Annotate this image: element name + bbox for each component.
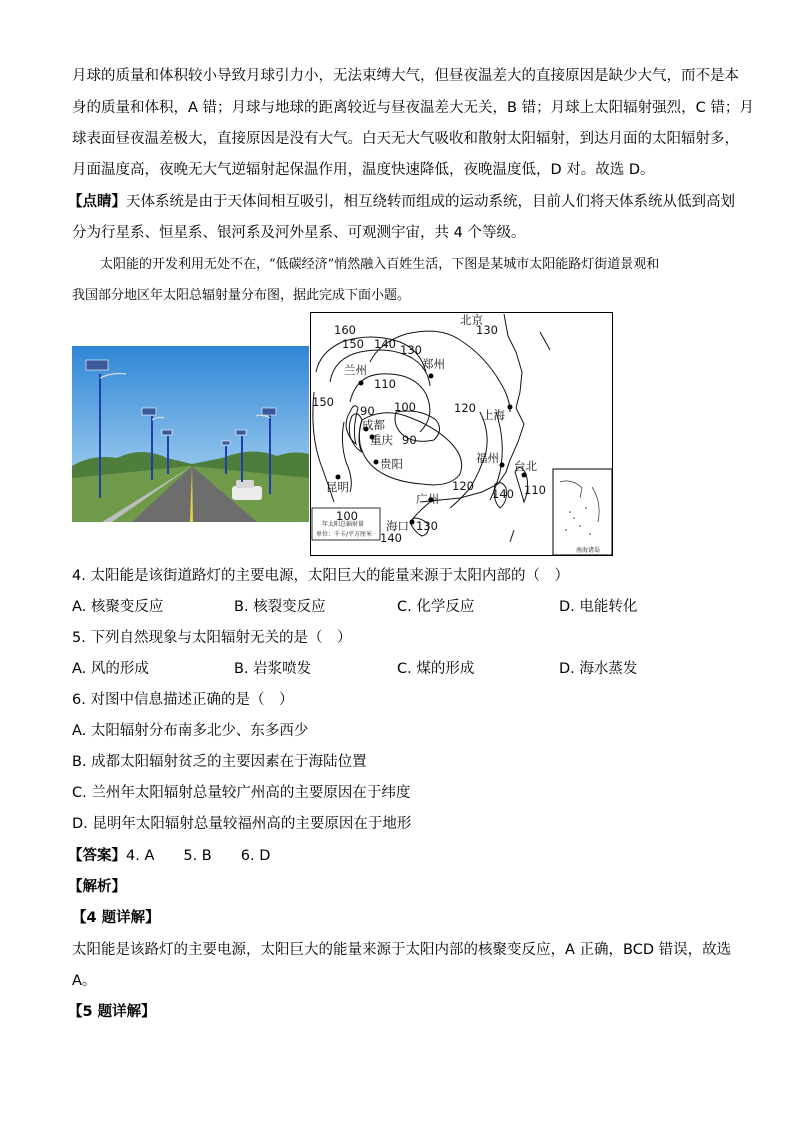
q6-option-b: B. 成都太阳辐射贫乏的主要因素在于海陆位置	[72, 754, 367, 770]
answer-tag: 【答案】	[68, 848, 126, 864]
contour-label: 130	[400, 343, 422, 357]
q4-stem: 4. 太阳能是该街道路灯的主要电源，太阳巨大的能量来源于太阳内部的（ ）	[72, 568, 569, 584]
contour-label: 100	[394, 400, 416, 414]
q6-stem: 6. 对图中信息描述正确的是（ ）	[72, 692, 294, 708]
q6-option-a: A. 太阳辐射分布南多北少、东多西少	[72, 723, 309, 739]
contour-label: 120	[452, 479, 474, 493]
contour-label: 140	[492, 487, 514, 501]
city-lanzhou: 兰州	[344, 363, 367, 377]
contour-label: 110	[374, 377, 396, 391]
dianjing-text1: 天体系统是由于天体间相互吸引，相互绕转而组成的运动系统，目前人们将天体系统从低到高划	[126, 194, 735, 210]
detail4-line1: 太阳能是该路灯的主要电源，太阳巨大的能量来源于太阳内部的核聚变反应，A 正确，BCD 错误，故选	[72, 942, 732, 958]
detail4-line2: A。	[72, 973, 97, 989]
inset-label: 南海诸岛	[576, 547, 601, 554]
contour-label: 130	[476, 323, 498, 337]
q4-option-c: C. 化学反应	[397, 599, 475, 615]
q4-option-d: D. 电能转化	[559, 599, 638, 615]
contour-label: 130	[416, 519, 438, 533]
city-zhengzhou: 郑州	[422, 357, 445, 371]
city-guangzhou: 广州	[416, 492, 439, 506]
dianjing-line1	[68, 192, 735, 212]
q6-option-d: D. 昆明年太阳辐射总量较福州高的主要原因在于地形	[72, 816, 412, 832]
city-beijing: 北京	[460, 313, 483, 327]
dianjing-line2: 分为行星系、恒星系、银河系及河外星系、可观测宇宙，共 4 个等级。	[72, 225, 526, 241]
contour-label: 150	[342, 337, 364, 351]
city-fuzhou: 福州	[476, 451, 499, 465]
q4-option-a: A. 核聚变反应	[72, 599, 164, 615]
nanhai-inset-frame	[553, 469, 612, 555]
city-guiyang: 贵阳	[380, 457, 403, 471]
analysis-tag: 【解析】	[68, 879, 126, 895]
dianjing-tag: 【点睛】	[68, 194, 126, 210]
street-solar-lamp-photo	[72, 346, 309, 522]
city-chongqing: 重庆	[370, 433, 393, 447]
q4-option-b: B. 核裂变反应	[234, 599, 326, 615]
q5-option-d: D. 海水蒸发	[559, 661, 638, 677]
para1-line1: 月球的质量和体积较小导致月球引力小，无法束缚大气，但昼夜温差大的直接原因是缺少大气，而不是本	[72, 68, 739, 84]
contour-label: 150	[312, 395, 334, 409]
intro-line1: 太阳能的开发利用无处不在，“低碳经济”悄然融入百姓生活，下图是某城市太阳能路灯街道景观和	[100, 257, 660, 272]
legend-title: 年太阳总辐射量	[322, 521, 365, 528]
contour-label: 90	[360, 404, 375, 418]
answer-line	[68, 846, 270, 866]
q5-option-c: C. 煤的形成	[397, 661, 475, 677]
contour-label: 90	[402, 433, 417, 447]
city-haikou: 海口	[386, 519, 409, 533]
contour-label: 140	[380, 531, 402, 545]
q5-option-a: A. 风的形成	[72, 661, 149, 677]
legend-unit: 单位：千卡/平方厘米	[316, 531, 373, 538]
contour-label: 100	[336, 509, 358, 523]
q6-option-c: C. 兰州年太阳辐射总量较广州高的主要原因在于纬度	[72, 785, 411, 801]
contour-label: 160	[334, 323, 356, 337]
contour-label: 120	[454, 401, 476, 415]
solar-radiation-map	[310, 312, 613, 556]
contour-label: 140	[374, 337, 396, 351]
detail5-tag: 【5 题详解】	[68, 1004, 156, 1020]
contour-label: 110	[524, 483, 546, 497]
q5-option-b: B. 岩浆喷发	[234, 661, 312, 677]
city-taibei: 台北	[514, 459, 537, 473]
city-shanghai: 上海	[482, 408, 505, 422]
city-kunming: 昆明	[326, 480, 349, 494]
q5-stem: 5. 下列自然现象与太阳辐射无关的是（ ）	[72, 630, 352, 646]
answer-text: 4. A 5. B 6. D	[126, 848, 271, 864]
para1-line2: 身的质量和体积，A 错；月球与地球的距离较近与昼夜温差大无关，B 错；月球上太阳辐射强烈，C 错；月	[72, 100, 754, 116]
city-chengdu: 成都	[362, 418, 385, 432]
para1-line3: 球表面昼夜温差极大，直接原因是没有大气。白天无大气吸收和散射太阳辐射，到达月面的太阳辐射多，	[72, 131, 739, 147]
intro-line2: 我国部分地区年太阳总辐射量分布图，据此完成下面小题。	[72, 288, 411, 303]
para1-line4: 月面温度高，夜晚无大气逆辐射起保温作用，温度快速降低，夜晚温度低，D 对。故选 D。	[72, 162, 655, 178]
detail4-tag: 【4 题详解】	[72, 910, 160, 926]
